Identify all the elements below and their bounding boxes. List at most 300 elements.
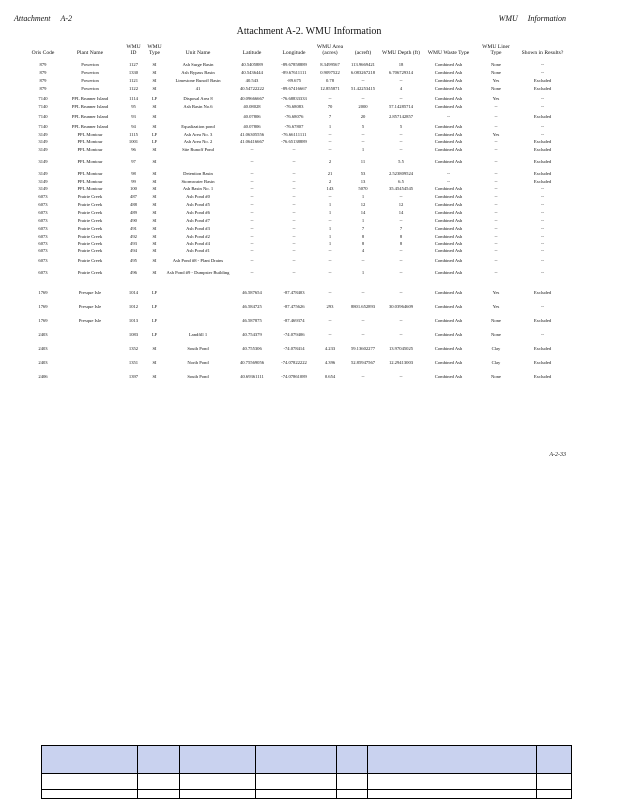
table-cell: -76.66111111	[281, 132, 307, 137]
empty-table-divider	[536, 746, 537, 798]
table-cell: Combined Ash	[434, 234, 463, 239]
column-header: WMU Area (acres)	[316, 44, 344, 57]
table-cell: SI	[152, 186, 157, 191]
running-header-left	[14, 14, 82, 23]
table-cell: 94	[131, 124, 136, 129]
table-cell: 488	[130, 202, 137, 207]
table-cell: Combined Ash	[434, 124, 463, 129]
table-cell: --	[494, 179, 498, 184]
table-cell: 8801.652893	[350, 304, 376, 309]
table-header-row	[29, 44, 569, 63]
table-cell	[165, 291, 231, 305]
table-cell: 3149	[38, 139, 48, 144]
column-header: WMU Depth (ft)	[382, 50, 420, 57]
table-cell: 96	[131, 147, 136, 152]
table-cell: SI	[152, 210, 157, 215]
table-cell: 7140	[38, 114, 48, 119]
table-cell: 1351	[128, 360, 139, 365]
table-cell: 1	[361, 218, 365, 223]
table-cell: North Pond	[187, 360, 209, 365]
table-cell: --	[250, 186, 254, 191]
table-cell: 1	[328, 226, 332, 231]
table-cell: --	[399, 194, 403, 199]
table-cell: 2406	[38, 374, 48, 379]
table-cell: Prairie Creek	[77, 218, 103, 223]
table-cell: --	[250, 159, 254, 164]
table-cell: 97	[131, 159, 136, 164]
table-cell: --	[494, 194, 498, 199]
table-cell: Combined Ash	[434, 70, 463, 75]
table-cell: SI	[152, 360, 157, 365]
table-cell: --	[540, 218, 545, 223]
table-cell: --	[540, 270, 545, 275]
empty-table-divider	[367, 746, 368, 798]
table-cell: 6073	[38, 194, 48, 199]
table-cell: 100	[130, 186, 137, 191]
table-cell: --	[399, 318, 403, 323]
table-cell: 11	[360, 159, 366, 164]
table-cell: --	[361, 290, 365, 295]
table-cell: SI	[152, 147, 157, 152]
table-cell: 494	[130, 248, 137, 253]
table-cell: 98	[131, 171, 136, 176]
table-cell: Excluded	[533, 290, 552, 295]
table-cell: SI	[152, 241, 157, 246]
table-cell: PPL Brunner Island	[71, 96, 109, 101]
table-cell: 1083	[128, 332, 139, 337]
table-cell: Ash Pond #7	[186, 218, 210, 223]
table-cell: --	[399, 132, 403, 137]
table-cell: --	[328, 194, 332, 199]
table-cell: -76.68083	[284, 104, 304, 109]
table-cell: 51.42253415	[350, 86, 376, 91]
table-cell: 493	[130, 241, 137, 246]
table-cell: --	[540, 132, 545, 137]
column-header: WMU ID	[126, 44, 141, 57]
table-cell: --	[540, 202, 545, 207]
table-cell: --	[494, 202, 498, 207]
table-cell: --	[292, 179, 296, 184]
table-row	[29, 333, 569, 347]
table-cell: --	[399, 258, 403, 263]
table-cell: Clay	[491, 346, 501, 351]
table-cell: --	[361, 132, 365, 137]
table-cell: --	[540, 226, 545, 231]
table-cell: SI	[152, 374, 157, 379]
table-cell: None	[491, 70, 501, 75]
table-cell: Combined Ash	[434, 132, 463, 137]
table-cell: 4	[361, 248, 365, 253]
table-cell: 6073	[38, 218, 48, 223]
table-cell: Prairie Creek	[77, 194, 103, 199]
table-cell: --	[250, 171, 254, 176]
table-cell: 2403	[38, 360, 48, 365]
table-cell: South Pond	[187, 374, 209, 379]
table-cell: PPL Montour	[77, 139, 103, 144]
table-row	[29, 172, 569, 180]
table-cell: Ash Basin No. 1	[182, 186, 214, 191]
table-cell: Excluded	[533, 159, 552, 164]
table-cell: Ash Pond #5	[186, 202, 210, 207]
table-cell: --	[328, 318, 332, 323]
table-cell: --	[361, 318, 365, 323]
table-cell: Ash Pond #4	[186, 241, 210, 246]
table-cell: PPL Brunner Island	[71, 124, 109, 129]
table-cell: --	[540, 186, 545, 191]
table-cell: Combined Ash	[434, 202, 463, 207]
table-cell: 879	[39, 62, 47, 67]
table-cell: SI	[152, 346, 157, 351]
table-cell: 40.07806	[243, 114, 261, 119]
table-cell: None	[491, 332, 501, 337]
table-cell: --	[540, 70, 545, 75]
table-cell: SI	[152, 124, 157, 129]
table-cell: SI	[152, 78, 157, 83]
table-cell: --	[446, 114, 451, 119]
table-row	[29, 125, 569, 133]
empty-table-row	[42, 773, 571, 790]
table-cell: SI	[152, 104, 157, 109]
table-row	[29, 211, 569, 219]
table-cell: Prairie Creek	[77, 270, 103, 275]
table-cell: -89.67611111	[281, 70, 307, 75]
table-cell: Limestone Runoff Basin	[175, 78, 221, 83]
table-cell: 491	[130, 226, 137, 231]
table-cell: Combined Ash	[434, 248, 463, 253]
table-cell: --	[494, 147, 498, 152]
table-cell: SI	[152, 248, 157, 253]
table-cell: 1	[361, 270, 365, 275]
table-cell: SI	[152, 258, 157, 263]
table-cell: 40.755306	[242, 346, 262, 351]
table-cell: --	[494, 210, 498, 215]
table-cell: --	[292, 270, 296, 275]
page-title: Attachment A-2. WMU Information	[236, 26, 382, 37]
table-cell: 2.523809524	[388, 171, 414, 176]
table-cell: 40.08028	[243, 104, 261, 109]
table-cell: 6073	[38, 258, 48, 263]
table-cell: PPL Brunner Island	[71, 104, 109, 109]
table-cell: SI	[152, 86, 157, 91]
table-cell: 7140	[38, 104, 48, 109]
table-cell: 879	[39, 78, 47, 83]
table-row	[29, 160, 569, 172]
table-cell: PPL Montour	[77, 147, 103, 152]
table-cell: South Pond	[187, 346, 209, 351]
table-cell: 879	[39, 86, 47, 91]
table-cell: 40.5436444	[241, 70, 263, 75]
table-cell: 1352	[128, 346, 139, 351]
table-cell: 2403	[38, 332, 48, 337]
table-cell: Powerton	[81, 78, 99, 83]
table-cell: 1001	[128, 139, 139, 144]
table-cell: 2000	[358, 104, 368, 109]
table-cell: Combined Ash	[434, 147, 463, 152]
table-cell: 6073	[38, 210, 48, 215]
table-cell: 95	[131, 104, 136, 109]
table-cell: Excluded	[533, 78, 552, 83]
table-cell: 20	[360, 114, 366, 119]
table-cell: 7	[361, 226, 365, 231]
table-cell: Yes	[492, 290, 500, 295]
table-cell: --	[250, 147, 254, 152]
table-cell: None	[491, 62, 501, 67]
table-cell: -87.478403	[283, 290, 305, 295]
table-cell: SI	[152, 159, 157, 164]
table-cell: 293	[326, 304, 334, 309]
table-row	[29, 259, 569, 271]
table-cell: 1	[328, 202, 332, 207]
table-cell: --	[328, 258, 332, 263]
table-cell: --	[494, 159, 498, 164]
table-cell: Combined Ash	[434, 62, 463, 67]
column-header: (acreft)	[354, 50, 372, 57]
table-cell: Ash Pond #2	[186, 234, 210, 239]
table-cell: --	[540, 248, 545, 253]
table-cell: 6073	[38, 248, 48, 253]
table-row	[29, 235, 569, 242]
table-cell: 3149	[38, 179, 48, 184]
table-cell: -74.079406	[283, 332, 305, 337]
empty-table-divider	[336, 746, 337, 798]
table-row	[29, 249, 569, 259]
column-header: WMU Waste Type	[427, 50, 470, 57]
table-cell: --	[399, 290, 403, 295]
table-cell: LF	[151, 132, 158, 137]
table-cell: 3149	[38, 171, 48, 176]
table-cell: 1330	[128, 70, 139, 75]
table-cell: --	[292, 194, 296, 199]
table-cell: --	[494, 270, 498, 275]
table-cell: SI	[152, 114, 157, 119]
empty-table-divider	[137, 746, 138, 798]
table-cell: SI	[152, 202, 157, 207]
table-cell: 1115	[129, 132, 138, 137]
table-cell: SI	[152, 62, 157, 67]
table-cell: None	[491, 318, 501, 323]
table-cell: Ash Pond #3	[186, 226, 210, 231]
table-cell: --	[250, 179, 254, 184]
table-cell: 6073	[38, 270, 48, 275]
table-cell	[57, 347, 123, 361]
table-cell: --	[361, 78, 365, 83]
table-cell: LF	[151, 139, 158, 144]
table-cell: None	[491, 86, 501, 91]
table-row	[29, 97, 569, 105]
table-cell: --	[494, 171, 498, 176]
table-cell: Ash Pond #6	[186, 210, 210, 215]
table-cell: 12.855871	[320, 86, 340, 91]
table-cell: 3149	[38, 186, 48, 191]
table-cell: LF	[151, 96, 158, 101]
table-cell: 57.14285714	[388, 104, 414, 109]
table-cell: 879	[39, 70, 47, 75]
header-information-label: Information	[527, 14, 566, 23]
table-cell: 93	[131, 114, 136, 119]
table-cell: Combined Ash	[434, 96, 463, 101]
table-cell: 4.233	[324, 346, 336, 351]
table-cell: 40.54722222	[239, 86, 265, 91]
table-row	[29, 242, 569, 249]
table-cell: --	[494, 234, 498, 239]
table-cell: 30.03964609	[388, 304, 414, 309]
table-cell: 1769	[38, 304, 48, 309]
table-cell: Prairie Creek	[77, 226, 103, 231]
table-cell: 2403	[38, 346, 48, 351]
table-cell: Excluded	[533, 179, 552, 184]
table-cell: --	[250, 248, 254, 253]
header-wmu-label: WMU	[498, 14, 518, 23]
table-cell	[165, 160, 231, 172]
table-cell: --	[250, 270, 254, 275]
table-cell: Excluded	[533, 374, 552, 379]
table-cell: 21	[327, 171, 333, 176]
table-cell: Combined Ash	[434, 290, 463, 295]
table-cell: 6.706729314	[388, 70, 414, 75]
table-cell: -87.475626	[283, 304, 305, 309]
table-cell: 14	[360, 210, 366, 215]
table-cell: Site Runoff Pond	[182, 147, 214, 152]
table-cell: SI	[152, 194, 157, 199]
table-cell: Combined Ash	[434, 139, 463, 144]
table-cell: --	[250, 226, 254, 231]
table-cell	[165, 115, 231, 125]
table-cell: --	[399, 147, 403, 152]
table-cell: --	[494, 241, 498, 246]
empty-table-divider	[179, 746, 180, 798]
table-cell: --	[540, 234, 545, 239]
table-cell: 7140	[38, 96, 48, 101]
table-cell: Combined Ash	[434, 270, 463, 275]
table-row	[29, 87, 569, 97]
table-cell: PPL Montour	[77, 179, 103, 184]
table-cell: 40.07806	[243, 124, 261, 129]
table-cell: PPL Brunner Island	[71, 114, 109, 119]
table-cell: --	[494, 226, 498, 231]
table-cell: Powerton	[81, 62, 99, 67]
page-number: A-2-33	[549, 452, 566, 458]
table-cell: SI	[152, 234, 157, 239]
table-cell: 1	[328, 210, 332, 215]
table-cell: PPL Montour	[77, 186, 103, 191]
table-cell: Combined Ash	[434, 186, 463, 191]
table-cell: 143	[326, 186, 334, 191]
table-cell: SI	[152, 171, 157, 176]
table-cell: --	[292, 202, 296, 207]
table-cell: Equalization pond	[181, 124, 215, 129]
table-cell: Prairie Creek	[77, 258, 103, 263]
table-cell: --	[292, 234, 296, 239]
table-cell: LF	[151, 318, 158, 323]
table-cell: 1122	[128, 86, 139, 91]
table-cell: 2	[328, 159, 332, 164]
table-cell: Stormwater Basin	[181, 179, 215, 184]
table-cell: -74.078414	[283, 346, 305, 351]
table-cell: Powerton	[81, 86, 99, 91]
table-row	[29, 291, 569, 305]
table-cell: LF	[151, 290, 158, 295]
table-cell: Landfill 1	[188, 332, 208, 337]
table-cell: 13.97045025	[388, 346, 414, 351]
table-cell: 5	[399, 124, 403, 129]
table-cell: Prairie Creek	[77, 202, 103, 207]
table-cell: --	[361, 139, 365, 144]
table-cell	[57, 361, 123, 375]
table-cell: 8.3499567	[320, 62, 340, 67]
table-row	[29, 187, 569, 195]
table-cell: 12	[398, 202, 404, 207]
table-cell: 52.85947567	[350, 360, 376, 365]
table-cell: PPL Montour	[77, 132, 103, 137]
table-cell: 3149	[38, 147, 48, 152]
table-cell: 6.5	[398, 179, 404, 184]
table-cell: --	[399, 139, 403, 144]
table-cell: 2	[328, 179, 332, 184]
empty-table-divider	[255, 746, 256, 798]
table-cell: --	[494, 258, 498, 263]
table-cell: Prairie Creek	[77, 241, 103, 246]
table-cell: Ash Pond #0	[186, 194, 210, 199]
table-cell: --	[328, 96, 332, 101]
table-cell: 53	[360, 171, 366, 176]
table-cell: 8	[361, 234, 365, 239]
table-cell: --	[540, 210, 545, 215]
table-cell: --	[292, 159, 296, 164]
table-cell: 40.69361111	[240, 374, 264, 379]
table-cell: Ash Basin No.6	[183, 104, 213, 109]
column-header: WMU Liner Type	[482, 44, 510, 57]
table-cell: 4	[399, 86, 403, 91]
table-cell: LF	[151, 304, 158, 309]
table-cell: --	[494, 248, 498, 253]
table-cell: Excluded	[533, 318, 552, 323]
header-attachment-label: Attachment	[14, 14, 51, 23]
table-cell: -89.675	[286, 78, 302, 83]
table-cell: Presque Isle	[78, 318, 102, 323]
table-cell: Combined Ash	[434, 241, 463, 246]
table-cell: 1014	[128, 290, 139, 295]
table-cell: 1397	[128, 374, 139, 379]
table-cell: 6.083267218	[350, 70, 376, 75]
table-cell: 40.09666667	[239, 96, 265, 101]
table-cell: Prairie Creek	[77, 248, 103, 253]
table-cell: -89.67858889	[281, 62, 307, 67]
table-cell: 6073	[38, 226, 48, 231]
table-row	[29, 79, 569, 87]
empty-table-header	[42, 746, 571, 774]
table-cell: --	[361, 374, 365, 379]
table-cell: --	[292, 171, 296, 176]
table-cell: --	[328, 132, 332, 137]
table-cell: --	[540, 124, 545, 129]
table-cell: 35.45454545	[388, 186, 414, 191]
table-cell: --	[250, 210, 254, 215]
table-cell: 14	[398, 210, 404, 215]
table-cell: --	[292, 226, 296, 231]
table-cell: Ash Pond #9 - Dumpster Building	[166, 270, 230, 275]
table-cell: --	[494, 218, 498, 223]
table-cell: 1127	[128, 62, 139, 67]
table-row	[29, 140, 569, 148]
table-cell: Ash Surge Basin	[182, 62, 214, 67]
table-cell: --	[399, 78, 403, 83]
empty-table-fragment	[41, 745, 572, 799]
table-cell: Excluded	[533, 171, 552, 176]
table-cell: 0.78	[325, 78, 335, 83]
table-cell: Combined Ash	[434, 78, 463, 83]
table-cell: Combined Ash	[434, 210, 463, 215]
table-row	[29, 180, 569, 187]
